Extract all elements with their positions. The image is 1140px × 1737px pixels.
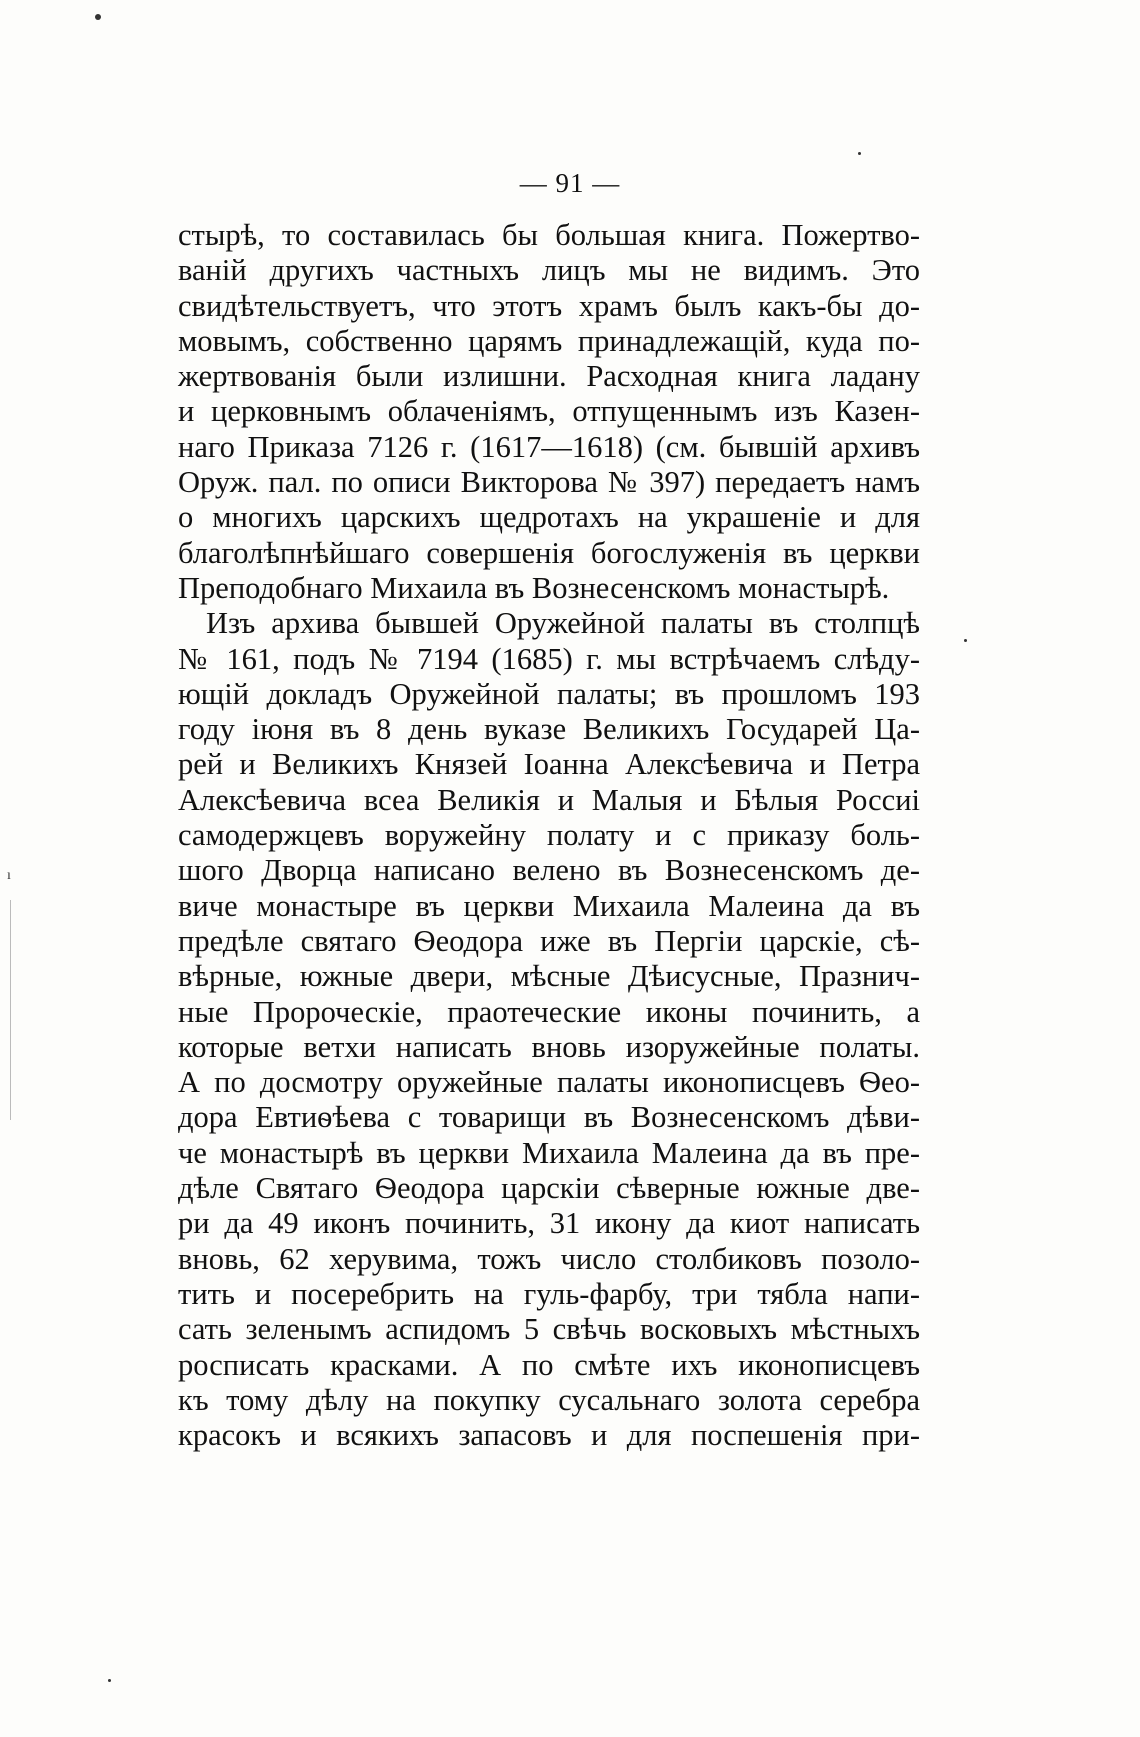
text-line: самодержцевъ воружейну полату и с приказу боль- (178, 818, 920, 853)
body-text (178, 218, 920, 1453)
text-line: № 161, подъ № 7194 (1685) г. мы встрѣчаемъ слѣду- (178, 641, 920, 676)
text-line: дора Евтиѳѣева с товарищи въ Вознесенскомъ дѣви- (178, 1100, 920, 1135)
text-line: ваній другихъ частныхъ лицъ мы не видимъ. Это (178, 253, 920, 288)
text-line: стырѣ, то составилась бы большая книга. Пожертво- (178, 218, 920, 252)
text-line: и церковнымъ облаченіямъ, отпущеннымъ изъ Казен- (178, 394, 920, 429)
text-line: виче монастыре въ церкви Михаила Малеина да въ (178, 888, 920, 923)
text-line: наго Приказа 7126 г. (1617—1618) (см. бывшій архивъ (178, 429, 920, 464)
text-line: жертвованія были излишни. Расходная книга ладану (178, 359, 920, 394)
ink-speck-small-3 (108, 1679, 111, 1682)
ink-speck-small (858, 152, 861, 155)
text-line-paragraph-start: Изъ архива бывшей Оружейной палаты въ столпцѣ (206, 606, 920, 641)
text-line: че монастырѣ въ церкви Михаила Малеина да въ пре- (178, 1135, 920, 1170)
text-line: шого Дворца написано велено въ Вознесенскомъ де- (178, 853, 920, 888)
text-line: о многихъ царскихъ щедротахъ на украшеніе и для (178, 500, 920, 535)
text-line: А по досмотру оружейные палаты иконописцевъ Ѳео- (178, 1065, 920, 1100)
text-line: вновь, 62 херувима, тожъ число столбиковъ позоло- (178, 1241, 920, 1276)
text-line: году іюня въ 8 день вуказе Великихъ Государей Ца- (178, 712, 920, 747)
text-line: тить и посеребрить на гуль-фарбу, три тябла напи- (178, 1276, 920, 1311)
text-line: которые ветхи написать вновь изоружейные полаты. (178, 1029, 920, 1064)
text-line: вѣрные, южные двери, мѣсные Дѣисусные, Празнич- (178, 959, 920, 994)
text-line: ные Пророческіе, праотеческие иконы починить, а (178, 994, 920, 1029)
text-line: дѣле Святаго Ѳеодора царскіи сѣверные южные две- (178, 1171, 920, 1206)
text-line: къ тому дѣлу на покупку сусальнаго золота серебра (178, 1382, 920, 1417)
ink-speck-top-left (95, 14, 101, 20)
text-line-paragraph-end: Преподобнаго Михаила въ Вознесенскомъ монастырѣ. (178, 570, 890, 605)
text-line: рей и Великихъ Князей Іоанна Алексѣевича и Петра (178, 747, 920, 782)
text-line: предѣле святаго Ѳеодора иже въ Пергіи царскіе, сѣ- (178, 923, 920, 958)
text-line: мовымъ, собственно царямъ принадлежащій, куда по- (178, 323, 920, 358)
text-line: свидѣтельствуетъ, что этотъ храмъ былъ какъ-бы до- (178, 288, 920, 323)
text-line: росписать красками. А по смѣте ихъ иконописцевъ (178, 1347, 920, 1382)
text-line: благолѣпнѣйшаго совершенія богослуженія въ церкви (178, 535, 920, 570)
text-line: ющій докладъ Оружейной палаты; въ прошломъ 193 (178, 676, 920, 711)
margin-mark: ı (7, 868, 11, 883)
ink-speck-small-2 (964, 639, 967, 642)
text-line: сать зеленымъ аспидомъ 5 свѣчь восковыхъ мѣстныхъ (178, 1312, 920, 1347)
text-line: красокъ и всякихъ запасовъ и для поспешенія при- (178, 1418, 920, 1453)
text-line: Алексѣевича всеа Великія и Малыя и Бѣлыя Россиі (178, 782, 920, 817)
margin-rule (10, 900, 11, 1120)
page-number: — 91 — (519, 168, 621, 198)
text-line: Оруж. пал. по описи Викторова № 397) передаетъ намъ (178, 465, 920, 500)
text-line: ри да 49 иконъ починить, 31 икону да киот написать (178, 1206, 920, 1241)
